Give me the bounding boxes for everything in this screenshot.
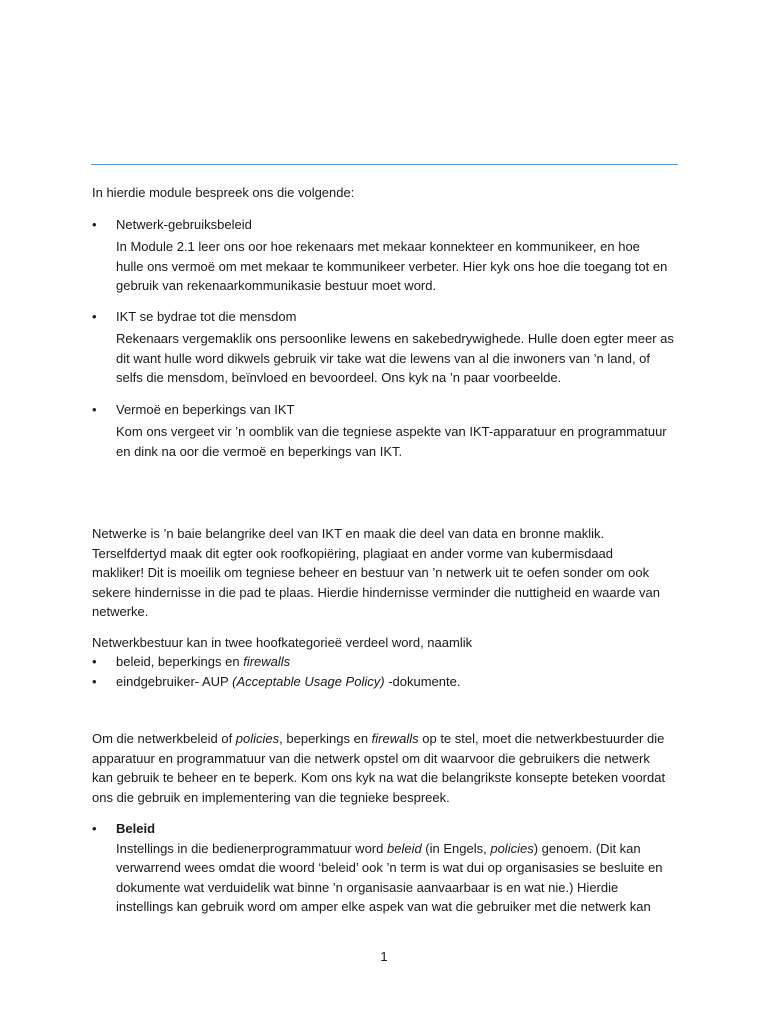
paragraph-line: Terselfdertyd maak dit egter ook roofkopiëring, plagiaat en ander vorme van kubermisdaad [92,545,614,561]
paragraph-line: Netwerke is ’n baie belangrike deel van IKT en maak die deel van data en bronne maklik. [92,526,605,541]
topic-title: Vermoë en beperkings van IKT [116,401,295,417]
page-number: 1 [380,949,388,964]
paragraph-line: Om die netwerkbeleid of policies, beperkings en firewalls op te stel, moet die netwerkbestuurder die [92,731,665,746]
topic-title: IKT se bydrae tot die mensdom [116,308,297,324]
paragraph-line: kan gebruik te beheer en te beperk. Kom ons kyk na wat die belangrikste konsepte beteken voordat [92,770,666,785]
beleid-line: instellings kan gebruik word om amper elke aspek van wat die gebruiker met die netwerk kan [116,899,651,914]
bullet-icon: • [92,216,97,232]
topic-body-line: dit want hulle word dikwels gebruik vir take wat die lewens van al die inwoners van ’n land, of [116,350,651,366]
topic-body-line: en dink na oor die vermoë en beperkings van IKT. [116,443,403,459]
category-text: eindgebruiker- AUP (Acceptable Usage Policy) -dokumente. [116,673,461,689]
category-item [92,672,682,692]
header-rule [91,164,678,165]
bullet-icon: • [92,821,97,836]
topic-body-line: gebruik van rekenaarkommunikasie bestuur moet word. [116,278,437,293]
paragraph-line: ons die gebruik en implementering van die tegnieke bespreek. [92,789,450,805]
paragraph-policies [92,729,682,807]
beleid-line: dokumente wat verduidelik wat binne ’n organisasie aanvaarbaar is en wat nie.) Hierdie [116,879,619,895]
bullet-icon: • [92,654,97,669]
category-item [92,652,682,672]
topic-item [92,400,682,462]
page-content [92,183,682,917]
paragraph-line: sekere hindernisse in die pad te plaas. Hierdie hindernisse verminder die nuttigheid en waarde van [92,584,661,600]
bullet-icon: • [92,401,97,417]
paragraph-line: apparatuur en programmatuur van die netwerk opstel om dit waarvoor die gebruikers die netwerk [92,750,650,766]
topic-body-line: Kom ons vergeet vir ’n oomblik van die tegniese aspekte van IKT-apparatuur en programmatuur [116,424,667,439]
intro-paragraph: In hierdie module bespreek ons die volgende: [92,185,355,200]
paragraph-categories: Netwerkbestuur kan in twee hoofkategorieë verdeel word, naamlik [92,634,473,650]
beleid-line: verwarrend wees omdat die woord ‘beleid’ ook ’n term is wat dui op organisasies se besluite en [116,860,663,875]
beleid-line: Instellings in die bedienerprogrammatuur word beleid (in Engels, policies) genoem. (Dit kan [116,840,641,856]
topic-title: Netwerk-gebruiksbeleid [116,216,252,232]
topic-body-line: In Module 2.1 leer ons oor hoe rekenaars met mekaar konnekteer en kommunikeer, en hoe [116,239,640,254]
topic-body-line: selfs die mensdom, beïnvloed en bevoordeel. Ons kyk na ’n paar voorbeelde. [116,370,562,385]
paragraph-networks [92,524,682,622]
topic-item [92,215,682,296]
category-text: beleid, beperkings en firewalls [116,654,291,669]
topic-body-line: hulle ons vermoë om met mekaar te kommunikeer verbeter. Hier kyk ons hoe die toegang tot en [116,258,668,274]
beleid-item [92,819,682,917]
topic-item [92,307,682,388]
topic-body-line: Rekenaars vergemaklik ons persoonlike lewens en sakebedrywighede. Hulle doen egter meer as [116,331,674,346]
bullet-icon: • [92,308,97,324]
bullet-icon: • [92,673,97,689]
paragraph-line: netwerke. [92,604,149,619]
beleid-title: Beleid [116,821,156,836]
paragraph-line: makliker! Dit is moeilik om tegniese beheer en bestuur van ’n netwerk uit te oefen sonder om ook [92,565,650,580]
